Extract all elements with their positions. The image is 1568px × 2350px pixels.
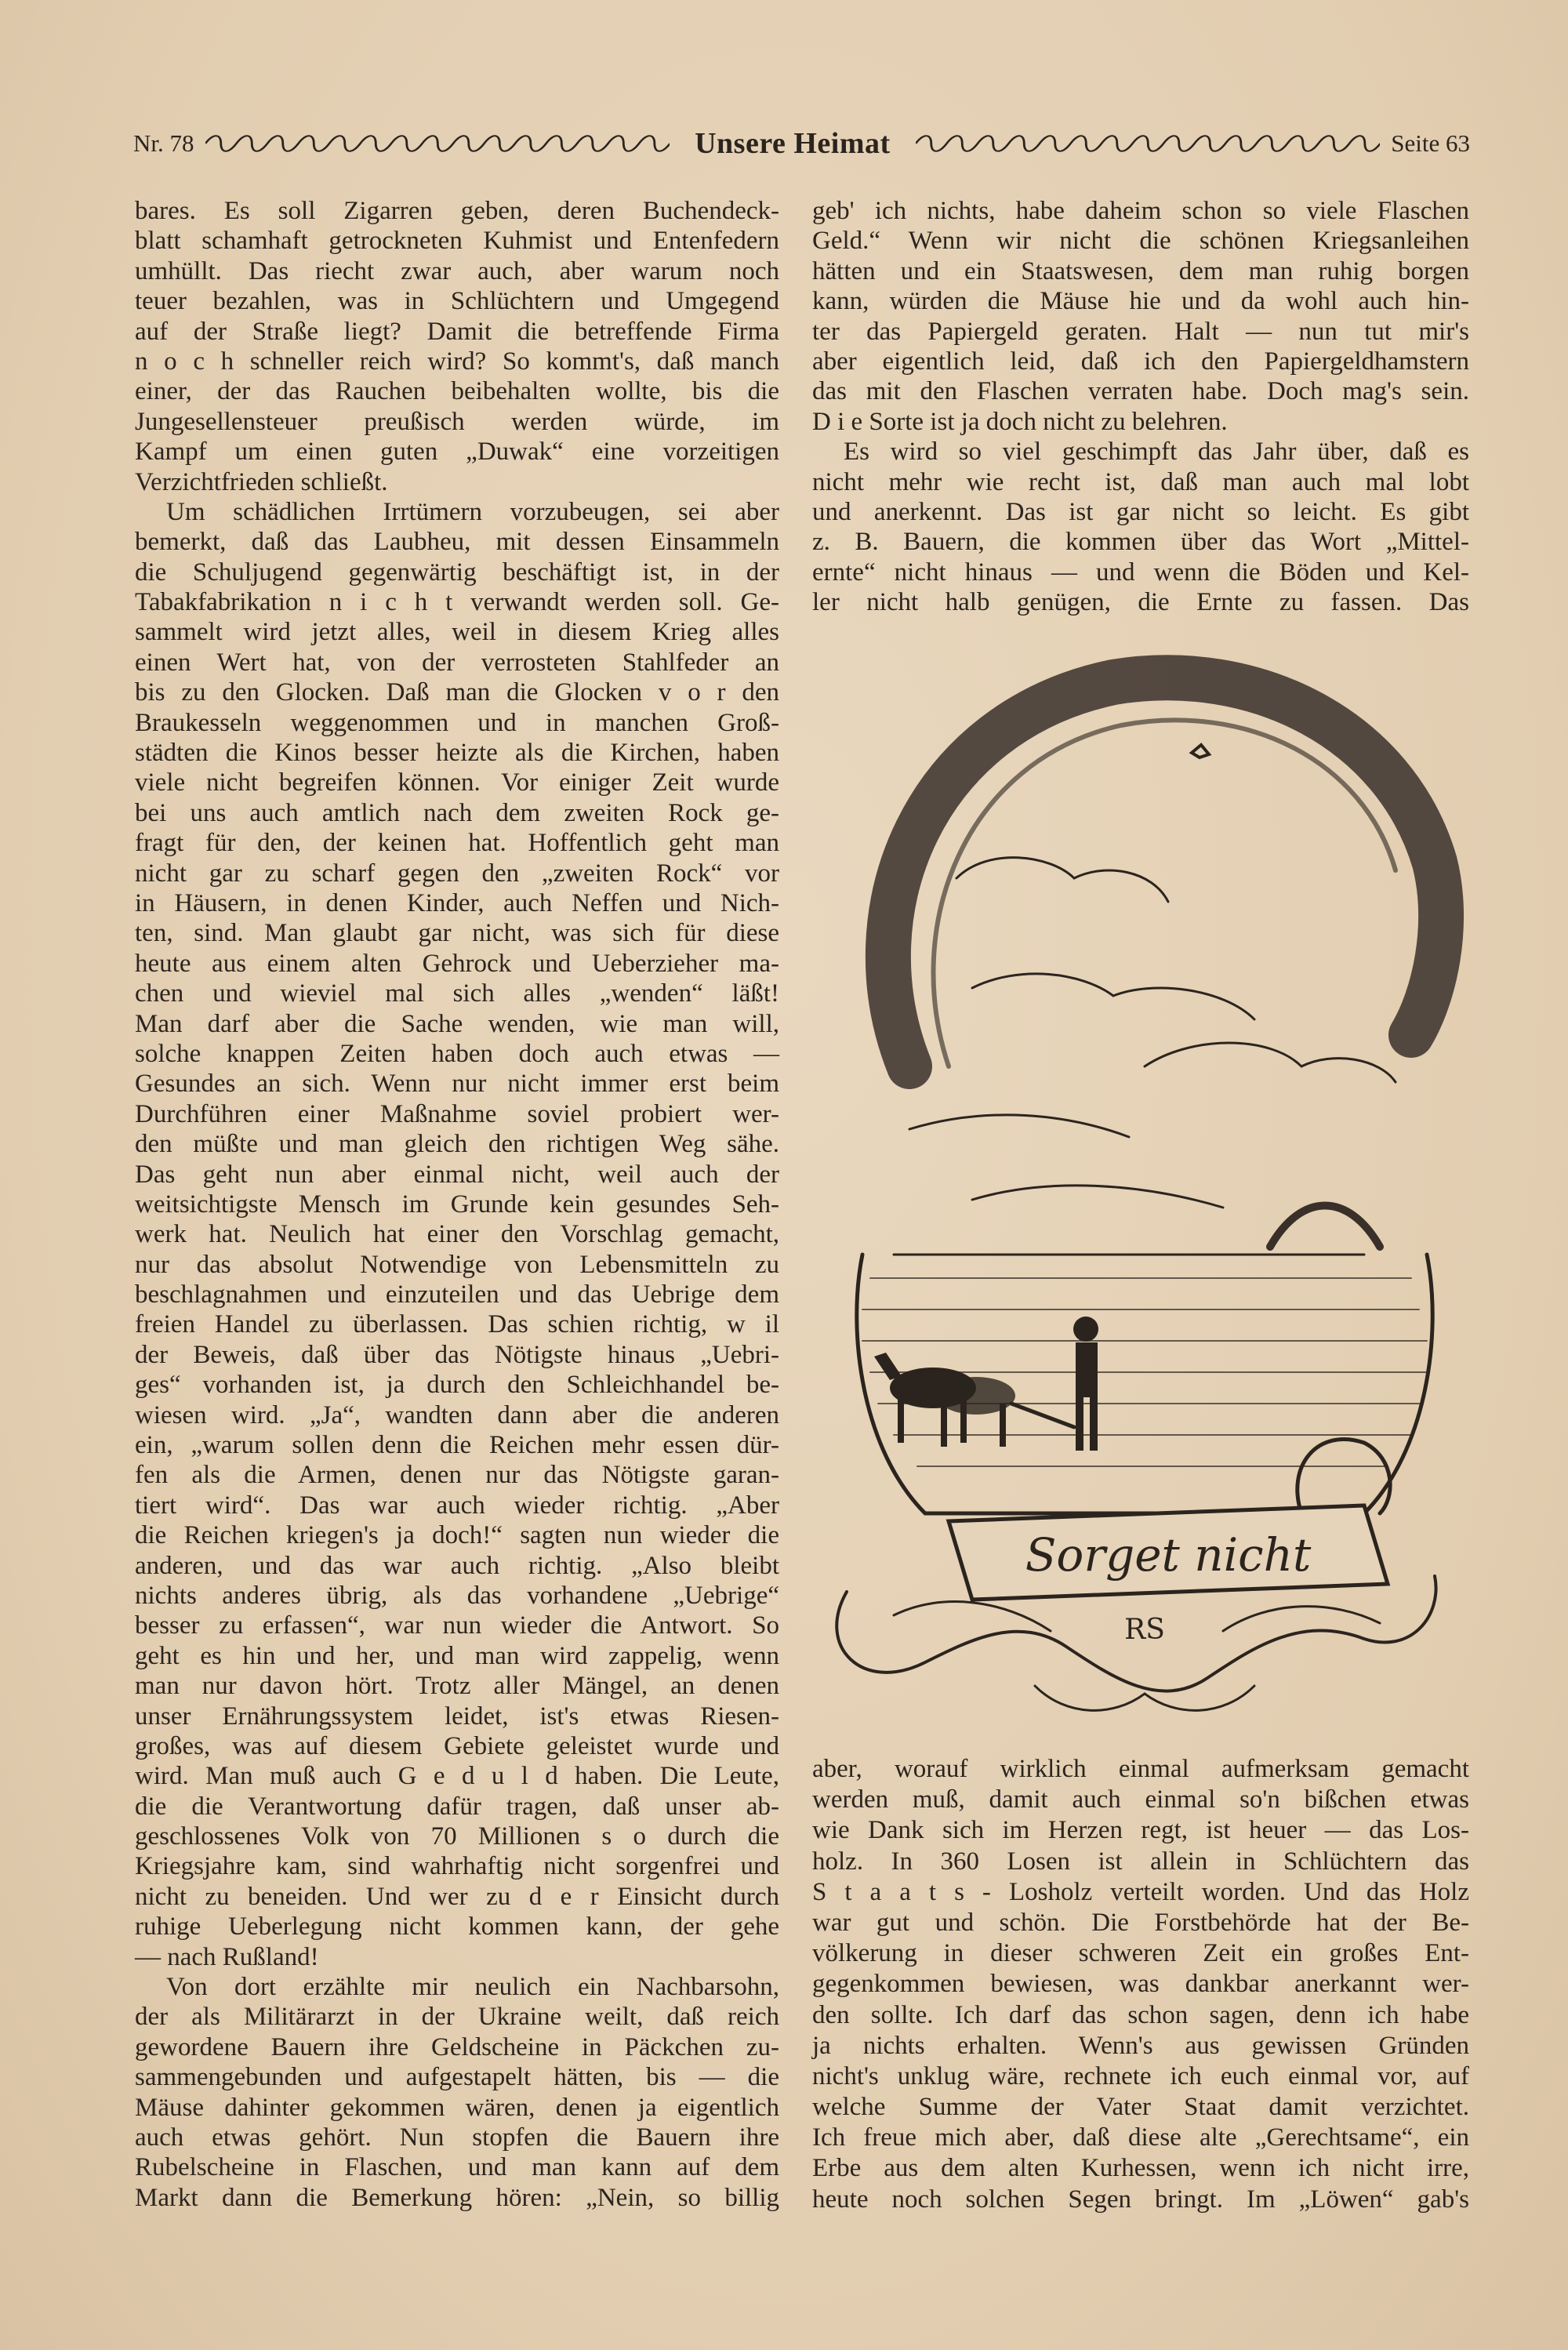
text-line: viele nicht begreifen können. Vor einiger Zeit wurde [135, 768, 779, 797]
right-column-top-text [812, 196, 1469, 617]
text-line: Kriegsjahre kam, sind wahrhaftig nicht sorgenfrei und [135, 1852, 779, 1881]
text-line: chen und wieviel mal sich alles „wenden“ läßt! [135, 979, 779, 1008]
text-line: fen als die Armen, denen nur das Nötigste garan- [135, 1461, 779, 1490]
text-line: nur das absolut Notwendige von Lebensmitteln zu [135, 1250, 779, 1279]
text-line: Rubelscheine in Flaschen, und man kann auf dem [135, 2153, 779, 2182]
text-line: hätten und ein Staatswesen, dem man ruhig borgen [812, 256, 1469, 285]
text-line: Braukesseln weggenommen und in manchen Groß- [135, 708, 779, 737]
text-line: welche Summe der Vater Staat damit verzichtet. [812, 2093, 1469, 2122]
text-line: besser zu erfassen“, war nun wieder die Antwort. So [135, 1611, 779, 1640]
text-line: beschlagnahmen und einzuteilen und das Uebrige dem [135, 1280, 779, 1309]
text-line: den müßte und man gleich den richtigen Weg sähe. [135, 1130, 779, 1159]
sky-border-shading [888, 677, 1441, 1066]
text-line: Gesundes an sich. Wenn nur nicht immer erst beim [135, 1070, 779, 1099]
text-line: unser Ernährungssystem leidet, ist's etwas Riesen- [135, 1702, 779, 1731]
text-line: ruhige Ueberlegung nicht kommen kann, der gehe [135, 1912, 779, 1941]
text-line: sammelt wird jetzt alles, weil in diesem Krieg alles [135, 618, 779, 647]
text-line: werden muß, damit auch einmal so'n bißchen etwas [812, 1785, 1469, 1814]
text-line: weitsichtigste Mensch im Grunde kein gesundes Seh- [135, 1190, 779, 1219]
text-line: gewordene Bauern ihre Geldscheine in Päckchen zu- [135, 2032, 779, 2061]
banner-caption: Sorget nicht [1025, 1528, 1312, 1582]
text-line: ten, sind. Man glaubt gar nicht, was sich für diese [135, 919, 779, 948]
text-line: war gut und schön. Die Forstbehörde hat der Be- [812, 1908, 1469, 1937]
text-line: geschlossenes Volk von 70 Millionen s o durch die [135, 1822, 779, 1851]
text-line: ter das Papiergeld geraten. Halt — nun tut mir's [812, 317, 1469, 346]
text-line: Das geht nun aber einmal nicht, weil auch der [135, 1160, 779, 1189]
text-line: geb' ich nichts, habe daheim schon so viele Flaschen [812, 197, 1469, 225]
text-line: die die Verantwortung dafür tragen, daß unser ab- [135, 1792, 779, 1821]
text-line: die Schuljugend gegenwärtig beschäftigt ist, in der [135, 558, 779, 587]
text-line: ja nichts erhalten. Wenn's aus gewissen Gründen [812, 2031, 1469, 2060]
text-line: heute aus einem alten Gehrock und Ueberzieher ma- [135, 949, 779, 978]
text-line: D i e Sorte ist ja doch nicht zu belehren. [812, 407, 1228, 436]
text-line: ernte“ nicht hinaus — und wenn die Böden und Kel- [812, 558, 1469, 587]
text-line: großes, was auf diesem Gebiete geleistet wurde und [135, 1731, 779, 1760]
text-line: werk hat. Neulich hat einer den Vorschlag gemacht, [135, 1220, 779, 1249]
plow [1011, 1404, 1074, 1427]
text-line: ler nicht halb genügen, die Ernte zu fassen. Das [812, 588, 1469, 617]
issue-number: Nr. 78 [133, 129, 194, 157]
plow-horses [874, 1353, 1015, 1447]
text-line: heute noch solchen Segen bringt. Im „Löwen“ gab's [812, 2185, 1469, 2214]
text-line: wiesen wird. „Ja“, wandten dann aber die anderen [135, 1400, 779, 1429]
text-line: städten die Kinos besser heizte als die Kirchen, haben [135, 739, 779, 768]
text-line: nicht mehr wie recht ist, daß man auch mal lobt [812, 467, 1469, 496]
text-line: Erbe aus dem alten Kurhessen, wenn ich nicht irre, [812, 2154, 1469, 2183]
text-line: die Reichen kriegen's ja doch!“ sagten nun wieder die [135, 1521, 779, 1550]
illustration-sorget-nicht [815, 627, 1474, 1725]
text-line: einen Wert hat, von der verrosteten Stahlfeder an [135, 648, 779, 677]
text-line: man nur davon hört. Trotz aller Mängel, an denen [135, 1672, 779, 1701]
text-line: n o c h schneller reich wird? So kommt's, daß manch [135, 347, 779, 376]
artist-monogram: RS [1124, 1614, 1165, 1646]
text-line: kann, würden die Mäuse hie und da wohl auch hin- [812, 287, 1469, 316]
text-line: wie Dank sich im Herzen regt, ist heuer — das Los- [812, 1816, 1469, 1845]
text-line: bemerkt, daß das Laubheu, mit dessen Einsammeln [135, 528, 779, 557]
text-line: einer, der das Rauchen beibehalten wollte, bis die [135, 377, 779, 406]
text-line: blatt schamhaft getrockneten Kuhmist und Entenfedern [135, 227, 779, 256]
text-line: Verzichtfrieden schließt. [135, 467, 388, 496]
wave-path [916, 136, 1381, 151]
text-line: geht es hin und her, und man wird zappelig, wenn [135, 1641, 779, 1670]
text-line: Jungesellensteuer preußisch werden würde, im [135, 407, 779, 436]
text-line: bei uns auch amtlich nach dem zweiten Rock ge- [135, 798, 779, 827]
publication-title: Unsere Heimat [695, 127, 891, 160]
wave-ornament-right [916, 132, 1381, 155]
text-line: bis zu den Glocken. Daß man die Glocken v o r den [135, 678, 779, 707]
text-line: nichts anderes übrig, als das vorhandene „Uebrige“ [135, 1581, 779, 1610]
text-line: der als Militärarzt in der Ukraine weilt, daß reich [135, 2003, 779, 2032]
text-line: fragt für den, der keinen hat. Hoffentlich geht man [135, 829, 779, 858]
text-line: tiert wird“. Das war auch wieder richtig. „Aber [135, 1491, 779, 1520]
page-number: Seite 63 [1391, 129, 1471, 157]
right-column-bottom-text [812, 1754, 1469, 2215]
text-line: den sollte. Ich darf das schon sagen, denn ich habe [812, 2000, 1469, 2029]
wave-path [205, 136, 670, 151]
text-line: bares. Es soll Zigarren geben, deren Buchendeck- [135, 197, 779, 225]
running-header [133, 124, 1470, 163]
text-line: nicht zu beneiden. Und wer zu d e r Einsicht durch [135, 1882, 779, 1911]
text-line: in Häusern, in denen Kinder, auch Neffen und Nich- [135, 888, 779, 917]
text-line: das mit den Flaschen verraten habe. Doch mag's sein. [812, 377, 1469, 406]
text-line: völkerung in dieser schweren Zeit ein großes Ent- [812, 1939, 1469, 1968]
text-line: Tabakfabrikation n i c h t verwandt werden soll. Ge- [135, 588, 779, 617]
text-line: wird. Man muß auch G e d u l d haben. Die Leute, [135, 1762, 779, 1791]
text-line: ein, „warum sollen denn die Reichen mehr essen dür- [135, 1431, 779, 1460]
text-line: anderen, und das war auch richtig. „Also bleibt [135, 1551, 779, 1580]
tree-cluster [1270, 1206, 1380, 1248]
text-line: umhüllt. Das riecht zwar auch, aber warum noch [135, 256, 779, 285]
text-line: Kampf um einen guten „Duwak“ eine vorzeitigen [135, 438, 779, 467]
text-line: nicht's unklug wäre, rechnete ich euch einmal vor, auf [812, 2061, 1469, 2090]
text-line: nicht gar zu scharf gegen den „zweiten Rock“ vor [135, 859, 779, 888]
text-line: sammengebunden und aufgestapelt hätten, bis — die [135, 2063, 779, 2092]
text-line: Um schädlichen Irrtümern vorzubeugen, sei aber [166, 497, 779, 526]
text-line: Es wird so viel geschimpft das Jahr über, daß es [844, 438, 1469, 467]
text-line: Ich freue mich aber, daß diese alte „Gerechtsame“, ein [812, 2123, 1469, 2152]
text-line: ges“ vorhanden ist, ja durch den Schleichhandel be- [135, 1371, 779, 1400]
text-line: auch etwas gehört. Nun stopfen die Bauern ihre [135, 2123, 779, 2152]
text-line: auf der Straße liegt? Damit die betreffende Firma [135, 317, 779, 346]
text-line: Markt dann die Bemerkung hören: „Nein, so billig [135, 2183, 779, 2212]
plowman [1073, 1317, 1098, 1451]
text-line: der Beweis, daß über das Nötigste hinaus „Uebri- [135, 1340, 779, 1369]
text-line: z. B. Bauern, die kommen über das Wort „Mittel- [812, 528, 1469, 557]
text-line: aber, worauf wirklich einmal aufmerksam gemacht [812, 1755, 1469, 1783]
text-line: teuer bezahlen, was in Schlüchtern und Umgegend [135, 287, 779, 316]
text-line: Durchführen einer Maßnahme soviel probiert wer- [135, 1099, 779, 1128]
bird-icon [1192, 745, 1209, 757]
text-line: Man darf aber die Sache wenden, wie man will, [135, 1009, 779, 1038]
text-line: Mäuse dahinter gekommen wären, denen ja eigentlich [135, 2093, 779, 2122]
text-line: gegenkommen bewiesen, was dankbar anerkannt wer- [812, 1970, 1469, 1999]
text-line: holz. In 360 Losen ist allein in Schlüchtern das [812, 1847, 1469, 1876]
text-line: Geld.“ Wenn wir nicht die schönen Kriegsanleihen [812, 227, 1469, 256]
text-line: — nach Rußland! [135, 1942, 319, 1971]
text-line: aber eigentlich leid, daß ich den Papiergeldhamstern [812, 347, 1469, 376]
left-column-text [135, 196, 779, 2213]
wave-ornament-left [205, 132, 670, 155]
text-line: solche knappen Zeiten haben doch auch etwas — [135, 1039, 779, 1068]
text-line: S t a a t s - Losholz verteilt worden. Und das Holz [812, 1877, 1469, 1906]
text-line: und anerkennt. Das ist gar nicht so leicht. Es gibt [812, 497, 1469, 526]
text-line: freien Handel zu überlassen. Das schien richtig, w il [135, 1310, 779, 1339]
text-line: Von dort erzählte mir neulich ein Nachbarsohn, [166, 1973, 779, 2002]
